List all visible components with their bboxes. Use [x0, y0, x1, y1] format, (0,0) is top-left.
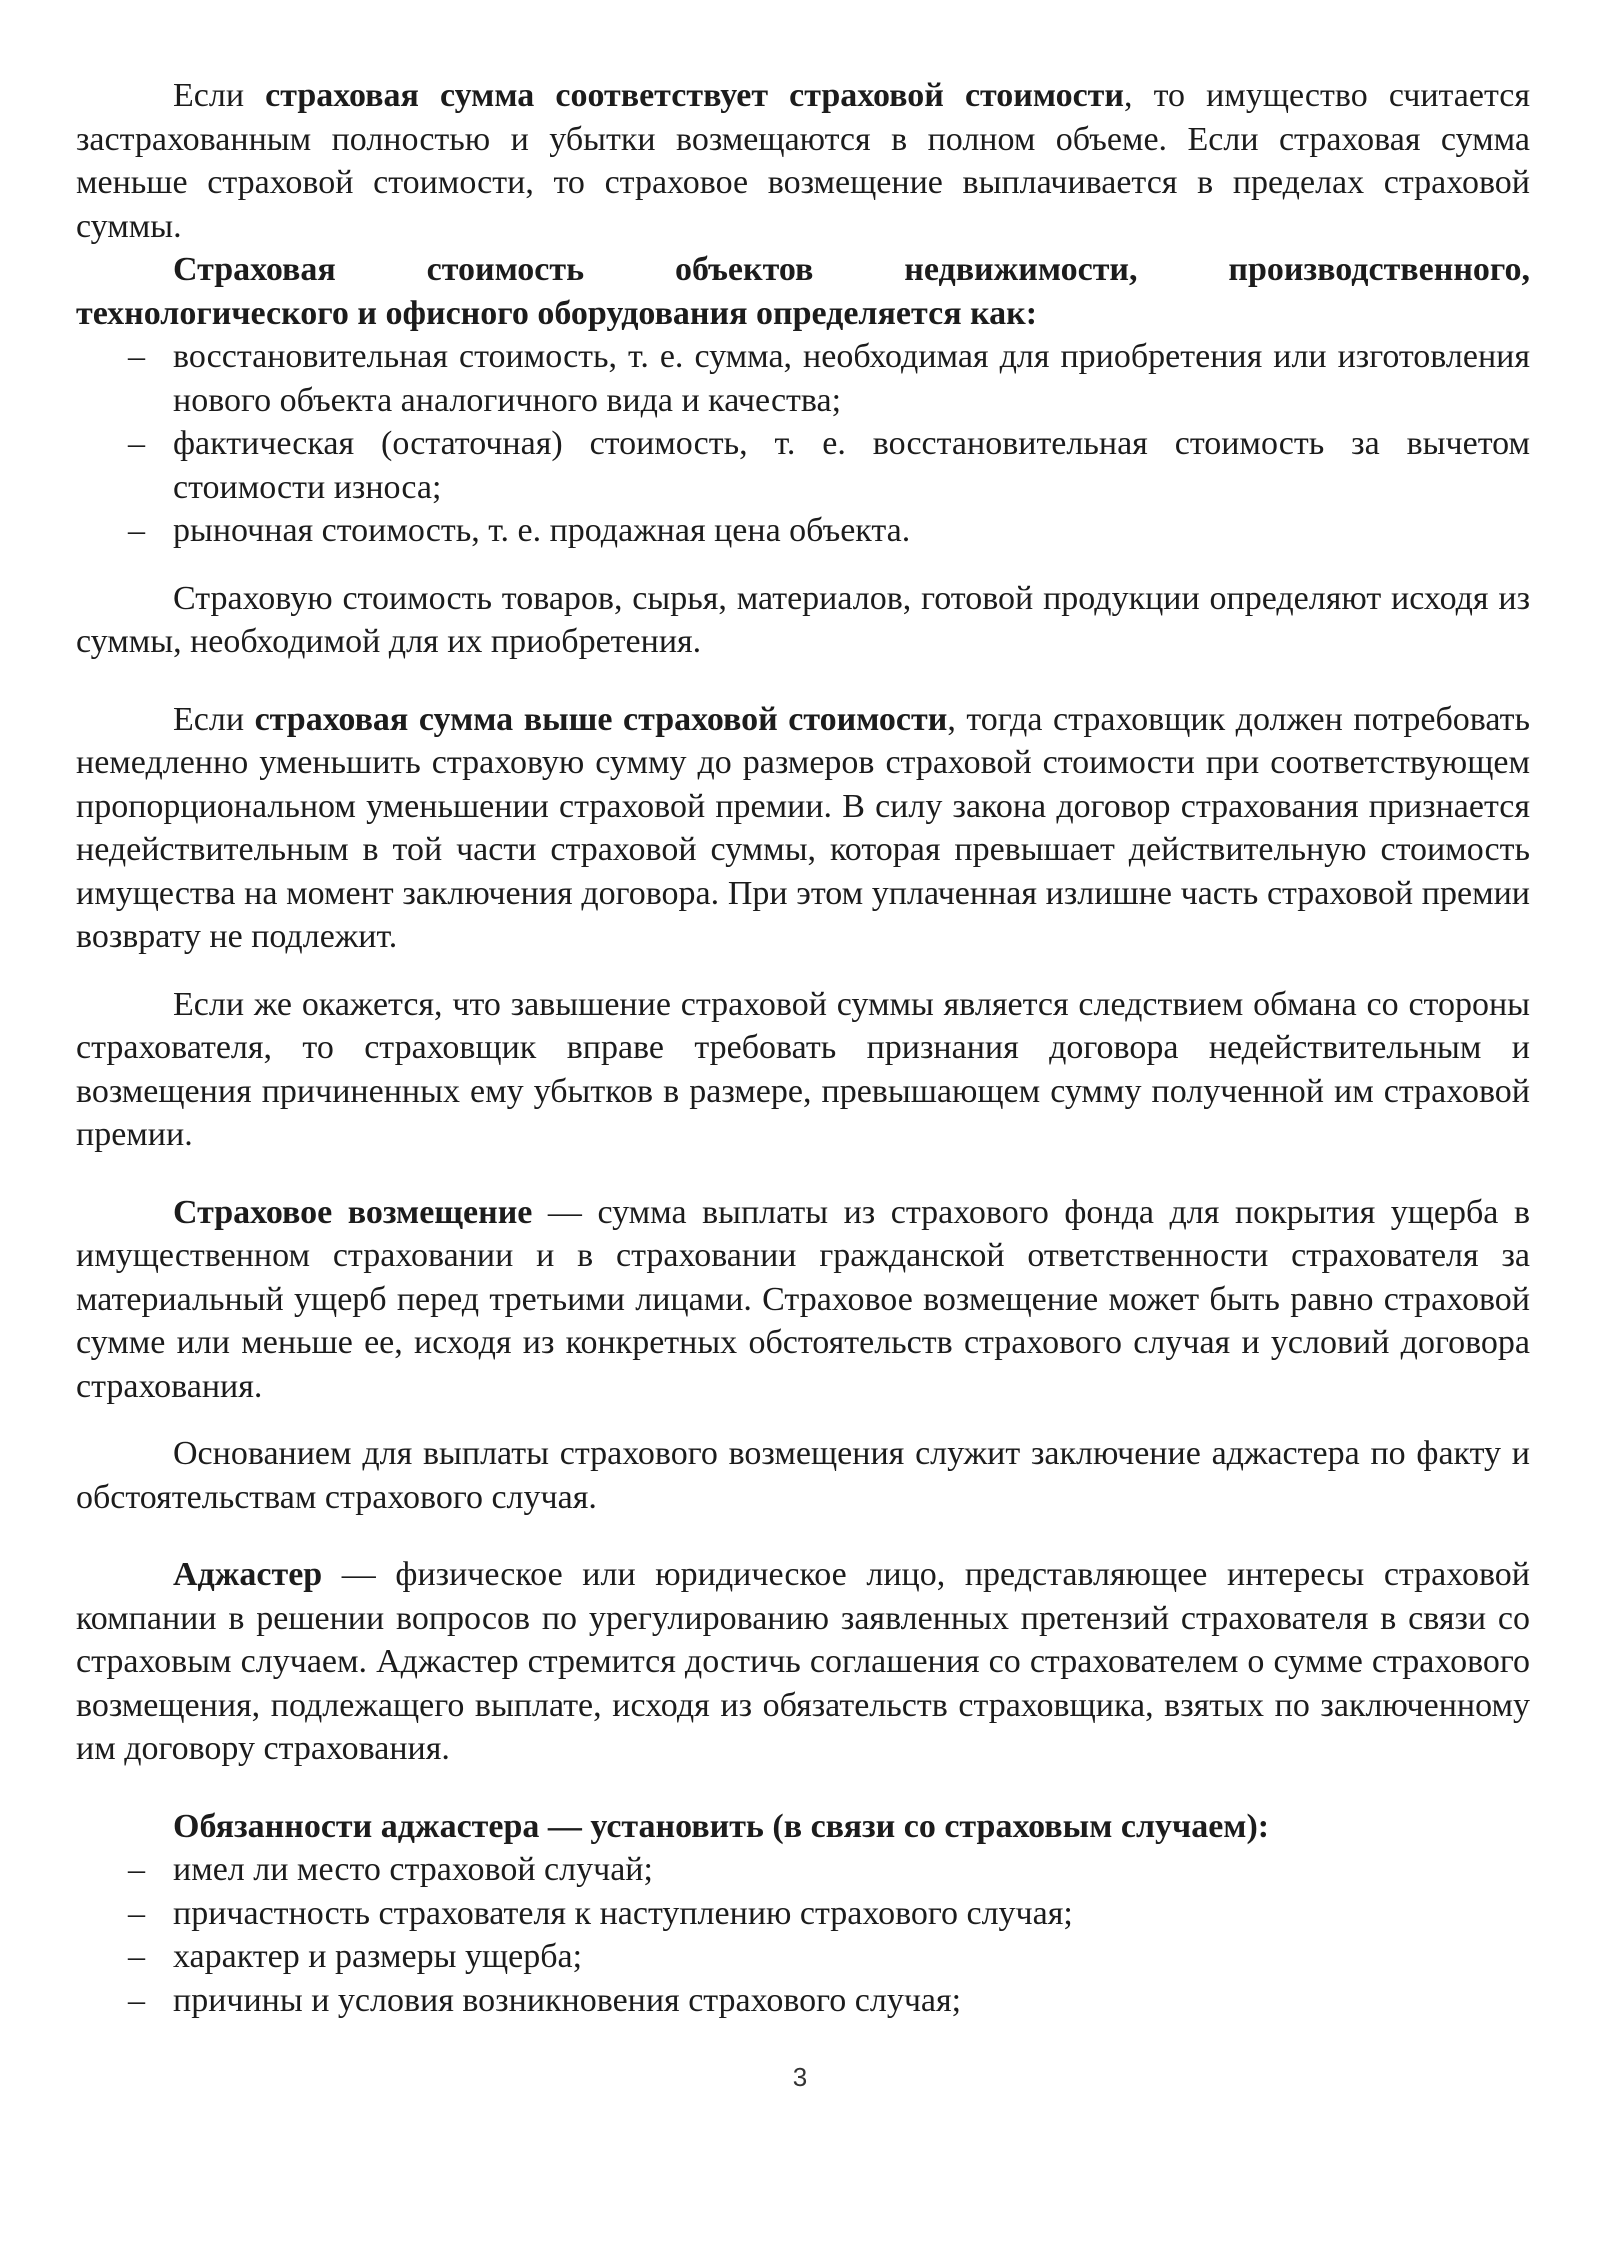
paragraph-text: , тогда страховщик должен потребовать немедленно уменьшить страховую сумму до размеров страховой стоимости при соответствующем пропорциональном уменьшении страховой премии. В силу закона договор страхования признается недействительным в той части страховой суммы, которая превышает действительную стоимость имущества на момент заключения договора. При этом уплаченная излишне часть страховой премии возврату не подлежит. — [76, 700, 1530, 955]
bold-term: страховая сумма выше страховой стоимости — [254, 700, 948, 738]
list-item — [76, 1848, 1530, 1892]
paragraph-payment-basis: Основанием для выплаты страхового возмещения служит заключение аджастера по факту и обстоятельствам страхового случая. — [76, 1435, 1530, 1516]
list-item-text: характер и размеры ущерба; — [173, 1938, 583, 1975]
paragraph-text: — сумма выплаты из страхового фонда для покрытия ущерба в имущественном страховании и в страховании гражданской ответственности страхователя за материальный ущерб перед третьими лицами. Страховое возмещение может быть равно страховой сумме или меньше ее, исходя из конкретных обстоятельств страхового случая и условий договора страхования. — [76, 1193, 1530, 1405]
heading-line: технологического и офисного оборудования определяется как: — [76, 294, 1038, 332]
paragraph-lead: Если — [173, 77, 266, 114]
paragraph-text: — физическое или юридическое лицо, представляющее интересы страховой компании в решении вопросов по урегулированию заявленных претензий страхователя в связи со страховым случаем. Аджастер стремится достичь соглашения со страхователем о сумме страхового возмещения, подлежащего выплате, исходя из обязательств страховщика, взятых по заключенному им договору страхования. — [76, 1556, 1530, 1767]
paragraph-lead: Если — [173, 700, 255, 738]
paragraph-insured-sum-higher — [76, 698, 1530, 959]
paragraph-insurance-compensation — [76, 1191, 1530, 1409]
list-value-types — [76, 335, 1530, 553]
list-item — [76, 422, 1530, 509]
list-item — [76, 1979, 1530, 2023]
list-adjuster-duties — [76, 1848, 1530, 2022]
dash-bullet-icon: – — [128, 338, 145, 375]
heading-line: Страховая стоимость объектов недвижимости, производственного, — [173, 251, 1530, 288]
list-item — [76, 1892, 1530, 1936]
paragraph-fraud: Если же окажется, что завышение страховой суммы является следствием обмана со стороны страхователя, то страховщик вправе требовать признания договора недействительным и возмещения причиненных ему убытков в размере, превышающем сумму полученной им страховой премии. — [76, 985, 1530, 1153]
list-item-text: фактическая (остаточная) стоимость, т. е. восстановительная стоимость за вычетом стоимости износа; — [173, 425, 1530, 506]
paragraph-adjuster-definition — [76, 1553, 1530, 1771]
list-item-text: причины и условия возникновения страхового случая; — [173, 1981, 962, 2019]
page-number: 3 — [792, 2062, 808, 2092]
dash-bullet-icon: – — [128, 1981, 145, 2019]
paragraph-goods-value: Страховую стоимость товаров, сырья, материалов, готовой продукции определяют исходя из суммы, необходимой для их приобретения. — [76, 579, 1530, 660]
dash-bullet-icon: – — [128, 425, 145, 462]
list-item-text: причастность страхователя к наступлению страхового случая; — [173, 1894, 1073, 1932]
heading-adjuster-duties — [76, 1805, 1530, 1849]
bold-term: страховая сумма соответствует страховой стоимости — [265, 77, 1124, 114]
list-item-text: рыночная стоимость, т. е. продажная цена объекта. — [173, 512, 911, 549]
paragraph-insured-sum-equals — [76, 74, 1530, 248]
paragraph-text: , то имущество считается застрахованным полностью и убытки возмещаются в полном объеме. Если страховая сумма меньше страховой стоимости, то страховое возмещение выплачивается в пределах страховой суммы. — [76, 77, 1530, 245]
list-item — [76, 335, 1530, 422]
list-item-text: восстановительная стоимость, т. е. сумма, необходимая для приобретения или изготовления нового объекта аналогичного вида и качества; — [173, 338, 1530, 419]
dash-bullet-icon: – — [128, 512, 145, 549]
dash-bullet-icon: – — [128, 1851, 145, 1888]
heading-insured-value-definition — [76, 248, 1530, 335]
list-item — [76, 509, 1530, 553]
bold-term: Страховое возмещение — [173, 1193, 533, 1231]
list-item-text: имел ли место страховой случай; — [173, 1851, 653, 1888]
heading-text: Обязанности аджастера — установить (в связи со страховым случаем): — [173, 1807, 1270, 1845]
list-item — [76, 1935, 1530, 1979]
dash-bullet-icon: – — [128, 1938, 145, 1975]
bold-term: Аджастер — [173, 1556, 323, 1593]
dash-bullet-icon: – — [128, 1894, 145, 1932]
